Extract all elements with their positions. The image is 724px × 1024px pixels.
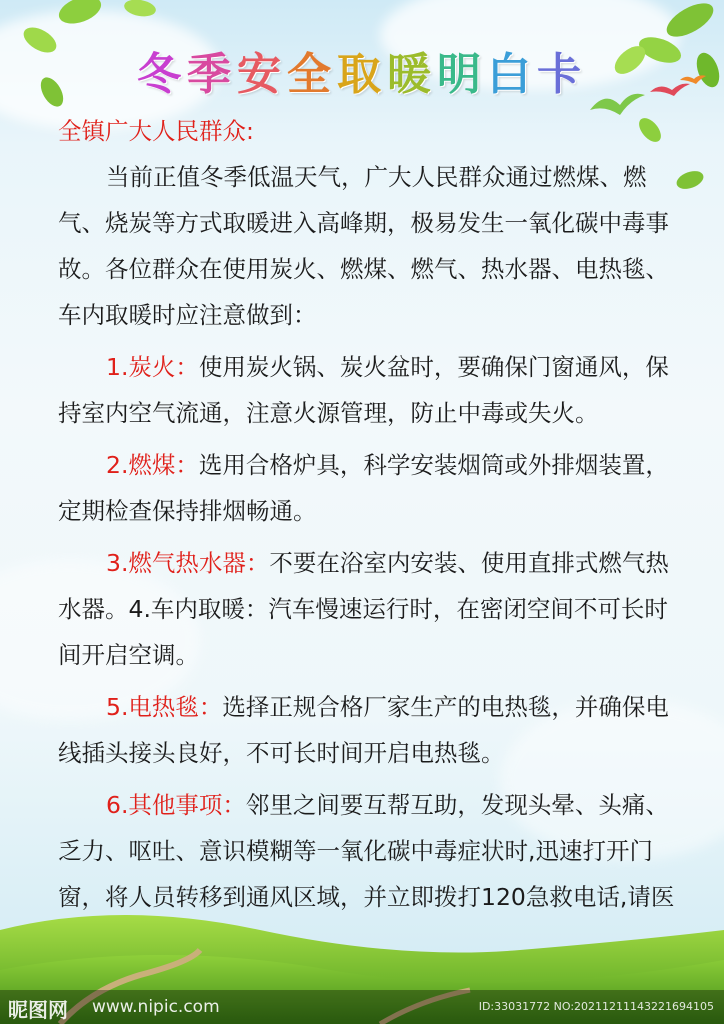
title-char: 冬 [137,49,187,100]
item-label: 1.炭火： [106,353,199,381]
page-title [0,38,724,102]
title-char: 全 [287,49,337,100]
item-label: 2.燃煤： [106,451,199,479]
item-label: 3.燃气热水器： [106,549,270,577]
watermark-logo: 昵图网 [8,998,68,1022]
item-gas-heater [58,540,678,678]
watermark-bar [0,990,724,1024]
item-text: 不要在浴室内安装、使用直排式燃气热水器。4.车内取暖：汽车慢速运行时，在密闭空间不可长时间开启空调。 [58,549,669,669]
title-char: 白 [487,49,537,100]
title-char: 明 [437,49,487,100]
item-label: 6.其他事项： [106,791,246,819]
title-char: 暖 [387,49,437,100]
item-label: 5.电热毯： [106,693,223,721]
item-text: 选用合格炉具，科学安装烟筒或外排烟装置，定期检查保持排烟畅通。 [58,451,669,525]
item-text: 使用炭火锅、炭火盆时，要确保门窗通风，保持室内空气流通，注意火源管理，防止中毒或失火。 [58,353,669,427]
item-electric-blanket [58,684,678,776]
notice-body [58,108,678,966]
item-text: 邻里之间要互帮互助，发现头晕、头痛、乏力、呕吐、意识模糊等一氧化碳中毒症状时,迅速打开门窗，将人员转移到通风区域，并立即拨打120急救电话,请医 [58,791,675,911]
title-char: 季 [187,49,237,100]
title-char: 卡 [537,49,587,100]
greeting: 全镇广大人民群众: [58,117,254,145]
watermark-id: ID:33031772 NO:20211211143221694105 [478,1000,714,1013]
title-char: 安 [237,49,287,100]
intro-paragraph: 当前正值冬季低温天气，广大人民群众通过燃煤、燃气、烧炭等方式取暖进入高峰期，极易发生一氧化碳中毒事故。各位群众在使用炭火、燃煤、燃气、热水器、电热毯、车内取暖时应注意做到： [58,163,669,329]
title-char: 取 [337,49,387,100]
item-charcoal [58,344,678,436]
watermark-url: www.nipic.com [92,997,220,1017]
item-coal [58,442,678,534]
item-text: 选择正规合格厂家生产的电热毯，并确保电线插头接头良好，不可长时间开启电热毯。 [58,693,669,767]
